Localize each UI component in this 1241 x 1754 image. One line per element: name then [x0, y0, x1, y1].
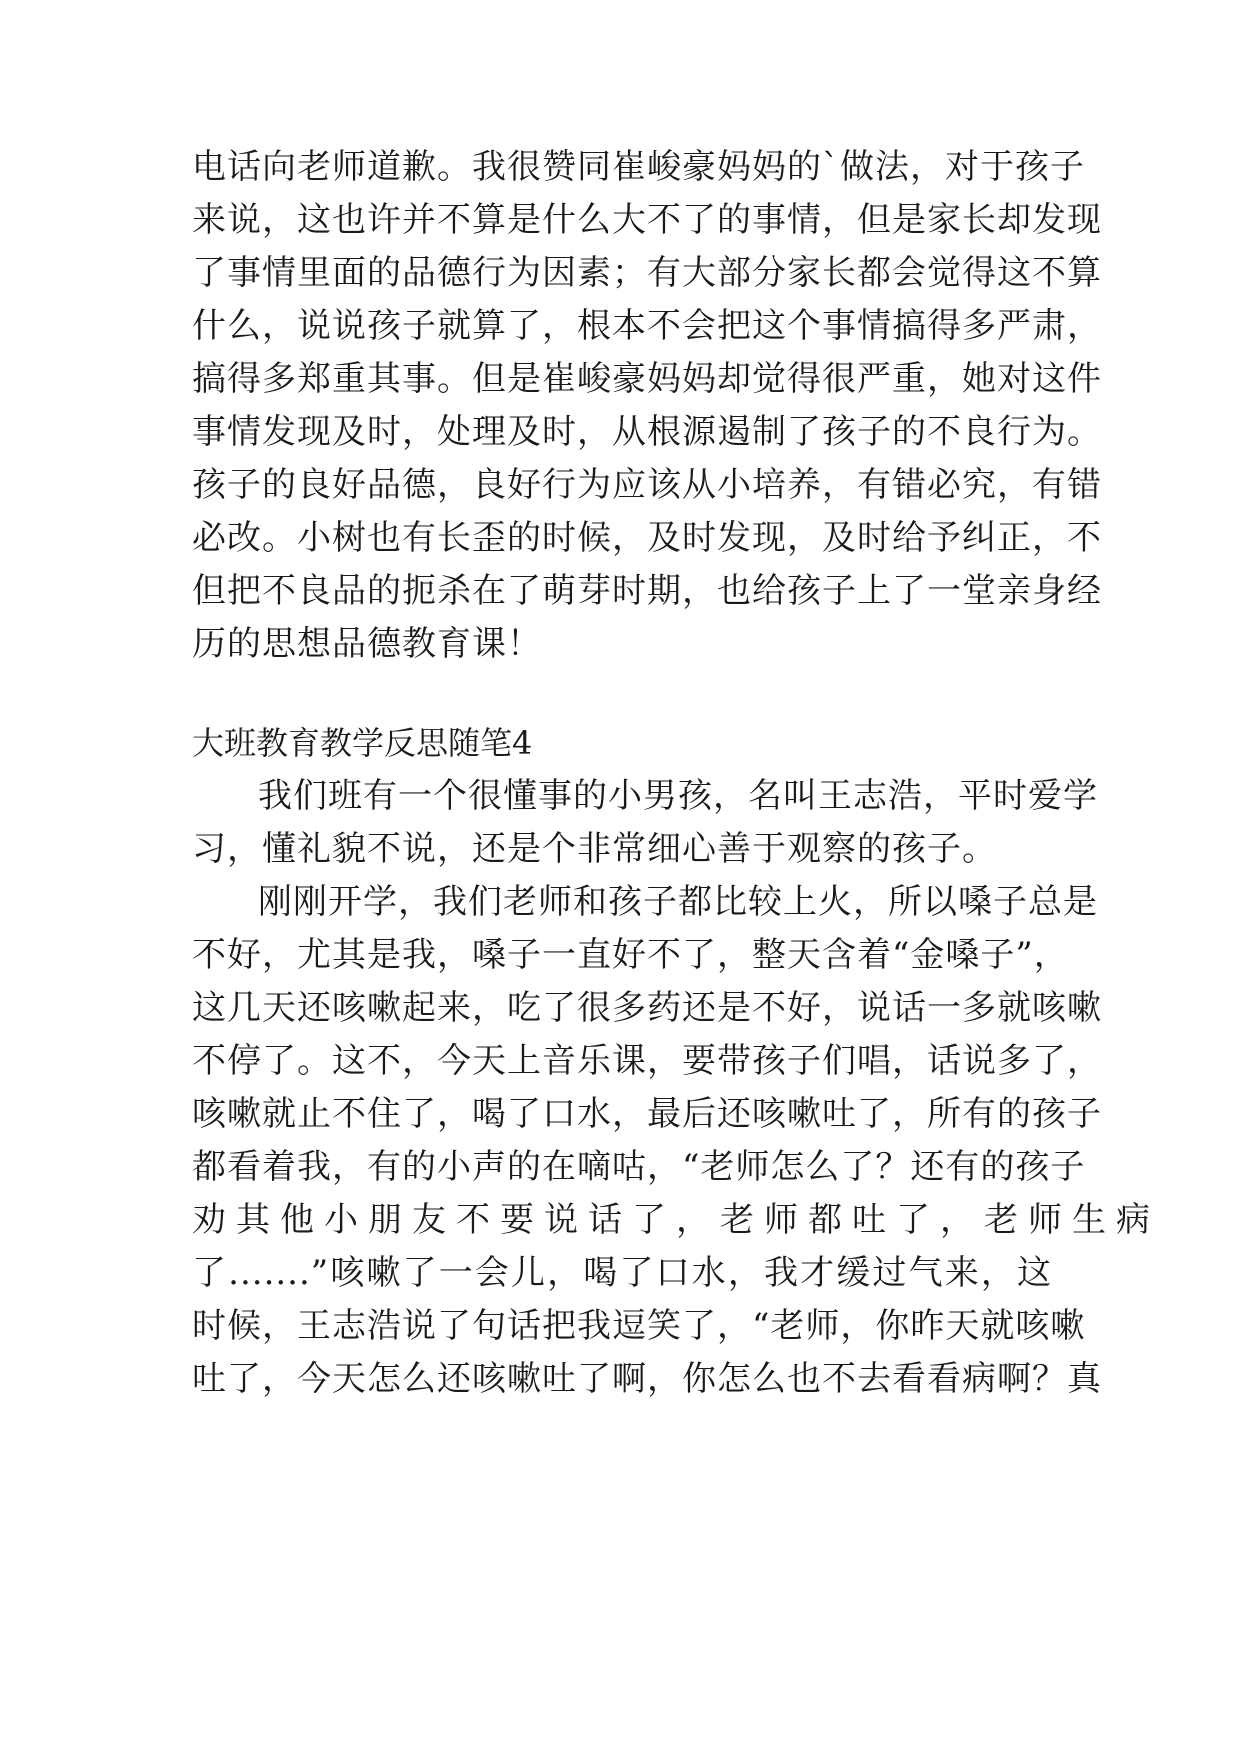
text-line: 孩子的良好品德，良好行为应该从小培养，有错必究，有错: [192, 465, 1102, 505]
text-line: 来说，这也许并不算是什么大不了的事情，但是家长却发现: [192, 200, 1102, 240]
text-line: 搞得多郑重其事。但是崔峻豪妈妈却觉得很严重，她对这件: [192, 359, 1102, 399]
text-line: 时候，王志浩说了句话把我逗笑了，“老师，你昨天就咳嗽: [192, 1306, 1086, 1346]
text-line: 吐了，今天怎么还咳嗽吐了啊，你怎么也不去看看病啊？真: [192, 1359, 1102, 1399]
text-line: 但把不良品的扼杀在了萌芽时期，也给孩子上了一堂亲身经: [192, 571, 1102, 611]
text-line: 了.......”咳嗽了一会儿，喝了口水，我才缓过气来，这: [192, 1253, 1052, 1293]
text-line: 什么，说说孩子就算了，根本不会把这个事情搞得多严肃，: [192, 306, 1102, 346]
text-line: 习，懂礼貌不说，还是个非常细心善于观察的孩子。: [192, 829, 997, 869]
text-line: 历的思想品德教育课！: [192, 624, 542, 664]
text-line: 我们班有一个很懂事的小男孩，名叫王志浩，平时爱学: [258, 776, 1098, 816]
section-heading: 大班教育教学反思随笔4: [192, 724, 533, 762]
text-line: 不停了。这不，今天上音乐课，要带孩子们唱，话说多了，: [192, 1041, 1102, 1081]
text-line: 刚刚开学，我们老师和孩子都比较上火，所以嗓子总是: [258, 882, 1098, 922]
text-line: 电话向老师道歉。我很赞同崔峻豪妈妈的`做法，对于孩子: [192, 147, 1085, 187]
text-line: 了事情里面的品德行为因素；有大部分家长都会觉得这不算: [192, 253, 1102, 293]
text-line: 都看着我，有的小声的在嘀咕，“老师怎么了？还有的孩子: [192, 1147, 1086, 1187]
text-line: 劝其他小朋友不要说话了，老师都吐了，老师生病: [192, 1200, 1160, 1240]
text-line: 咳嗽就止不住了，喝了口水，最后还咳嗽吐了，所有的孩子: [192, 1094, 1102, 1134]
text-line: 事情发现及时，处理及时，从根源遏制了孩子的不良行为。: [192, 412, 1102, 452]
text-line: 必改。小树也有长歪的时候，及时发现，及时给予纠正，不: [192, 518, 1102, 558]
text-line: 不好，尤其是我，嗓子一直好不了，整天含着“金嗓子”，: [192, 935, 1069, 975]
text-line: 这几天还咳嗽起来，吃了很多药还是不好，说话一多就咳嗽: [192, 988, 1102, 1028]
